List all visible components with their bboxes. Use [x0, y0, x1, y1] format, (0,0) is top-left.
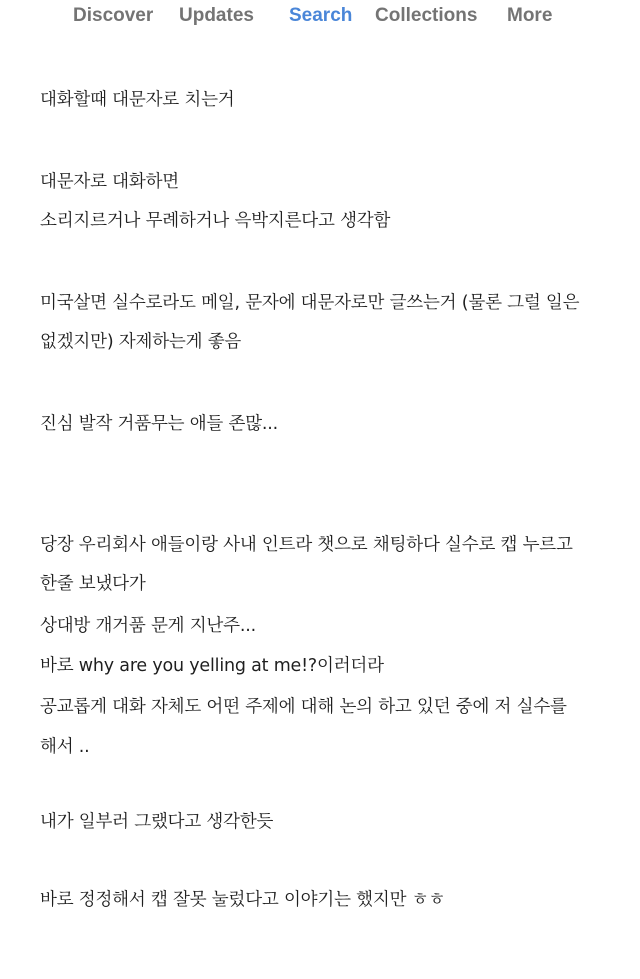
post-line: 상대방 개거품 문게 지난주...: [40, 616, 256, 636]
post-line: 없겠지만) 자제하는게 좋음: [40, 332, 242, 352]
tab-collections[interactable]: Collections: [375, 5, 478, 26]
post-line: 해서 ..: [40, 737, 90, 757]
post-line: 소리지르거나 무례하거나 윽박지른다고 생각함: [40, 211, 391, 231]
post-line: 내가 일부러 그랬다고 생각한듯: [40, 812, 274, 832]
post-line: 한줄 보냈다가: [40, 574, 146, 594]
post-line: 진심 발작 거품무는 애들 존많...: [40, 414, 278, 434]
tab-discover[interactable]: Discover: [73, 5, 154, 26]
post-line: 당장 우리회사 애들이랑 사내 인트라 챗으로 채팅하다 실수로 캡 누르고: [40, 535, 573, 555]
tab-updates[interactable]: Updates: [179, 5, 254, 26]
post-line: 바로 why are you yelling at me!?이러더라: [40, 656, 384, 676]
post-line: 대화할때 대문자로 치는거: [40, 90, 235, 110]
tab-search[interactable]: Search: [289, 5, 353, 26]
post-line: 미국살면 실수로라도 메일, 문자에 대문자로만 글쓰는거 (물론 그럴 일은: [40, 293, 580, 313]
post-line: 바로 정정해서 캡 잘못 눌렀다고 이야기는 했지만 ㅎㅎ: [40, 890, 446, 910]
post-line: 공교롭게 대화 자체도 어떤 주제에 대해 논의 하고 있던 중에 저 실수를: [40, 697, 567, 717]
tab-more[interactable]: More: [507, 5, 553, 26]
top-tab-bar: [0, 0, 640, 36]
post-line: 대문자로 대화하면: [40, 172, 180, 192]
